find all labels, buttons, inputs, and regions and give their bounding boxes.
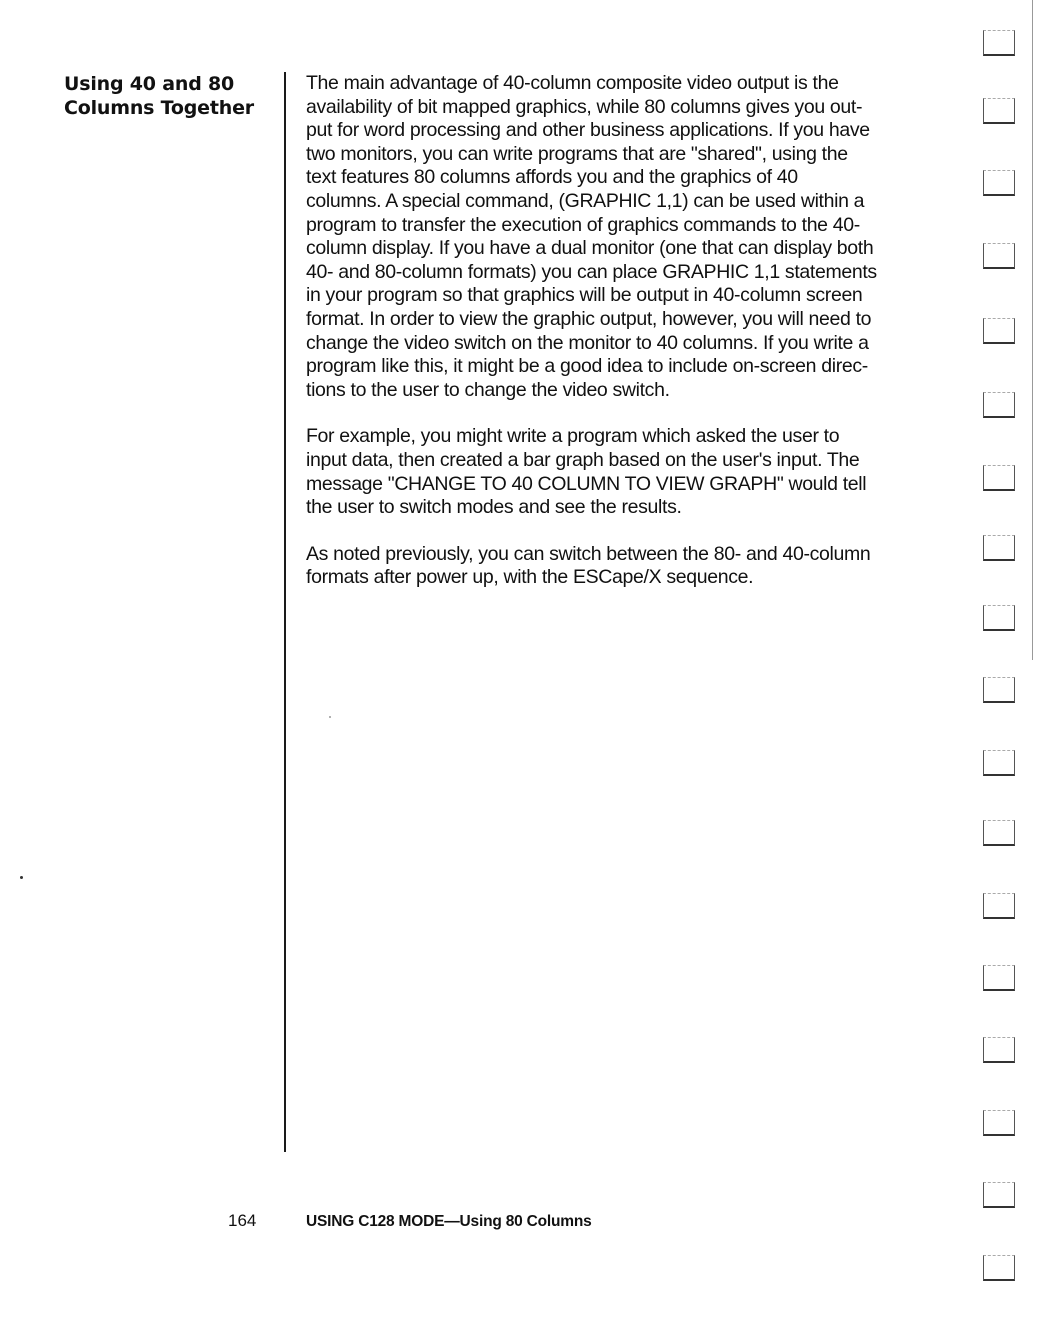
binding-tab	[983, 1255, 1015, 1281]
body-text	[306, 72, 946, 613]
text-line: put for word processing and other business applications. If you have	[306, 119, 870, 142]
binding-tab	[983, 965, 1015, 991]
text-line: availability of bit mapped graphics, while 80 columns gives you out-	[306, 95, 863, 118]
binding-tab	[983, 1182, 1015, 1208]
binding-tab	[983, 820, 1015, 846]
binding-tab	[983, 392, 1015, 418]
paragraph	[306, 72, 946, 402]
binding-tab	[983, 318, 1015, 344]
text-line: input data, then created a bar graph based on the user's input. The	[306, 448, 860, 471]
binding-tab	[983, 1110, 1015, 1136]
text-line: tions to the user to change the video switch.	[306, 378, 670, 401]
text-line: The main advantage of 40-column composite video output is the	[306, 72, 839, 94]
binding-tab	[983, 750, 1015, 776]
binding-tab	[983, 893, 1015, 919]
binding-tab	[983, 30, 1015, 56]
text-line: change the video switch on the monitor to 40 columns. If you write a	[306, 331, 869, 354]
text-line: As noted previously, you can switch between the 80- and 40-column	[306, 542, 871, 565]
text-line: in your program so that graphics will be output in 40-column screen	[306, 284, 863, 307]
text-line: program to transfer the execution of graphics commands to the 40-	[306, 213, 860, 236]
section-heading	[64, 72, 274, 120]
binding-tab	[983, 465, 1015, 491]
text-line: message "CHANGE TO 40 COLUMN TO VIEW GRAPH" would tell	[306, 472, 867, 495]
running-footer: USING C128 MODE—Using 80 Columns	[306, 1213, 592, 1230]
text-line: text features 80 columns affords you and the graphics of 40	[306, 166, 798, 189]
page-number: 164	[228, 1211, 257, 1230]
binding-tab	[983, 535, 1015, 561]
binding-tab	[983, 170, 1015, 196]
paragraph	[306, 425, 946, 519]
text-line: formats after power up, with the ESCape/X sequence.	[306, 566, 754, 589]
binding-tab-strip	[975, 0, 1037, 1330]
text-line: column display. If you have a dual monitor (one that can display both	[306, 237, 874, 260]
page-edge-line	[1032, 0, 1033, 660]
text-line: two monitors, you can write programs that are "shared", using the	[306, 142, 848, 165]
scan-speck	[20, 876, 23, 879]
binding-tab	[983, 677, 1015, 703]
text-line: columns. A special command, (GRAPHIC 1,1) can be used within a	[306, 189, 865, 212]
binding-tab	[983, 1037, 1015, 1063]
binding-tab	[983, 98, 1015, 124]
vertical-rule	[284, 72, 286, 1152]
text-line: 40- and 80-column formats) you can place GRAPHIC 1,1 statements	[306, 260, 877, 283]
text-line: the user to switch modes and see the results.	[306, 496, 682, 519]
binding-tab	[983, 605, 1015, 631]
section-heading-line-1: Using 40 and 80	[64, 73, 235, 95]
paragraph	[306, 543, 946, 590]
text-line: For example, you might write a program which asked the user to	[306, 425, 840, 448]
text-line: format. In order to view the graphic output, however, you will need to	[306, 307, 872, 330]
section-heading-line-2: Columns Together	[64, 97, 254, 119]
text-line: program like this, it might be a good idea to include on-screen direc-	[306, 355, 868, 378]
scan-speck	[329, 716, 331, 718]
binding-tab	[983, 243, 1015, 269]
